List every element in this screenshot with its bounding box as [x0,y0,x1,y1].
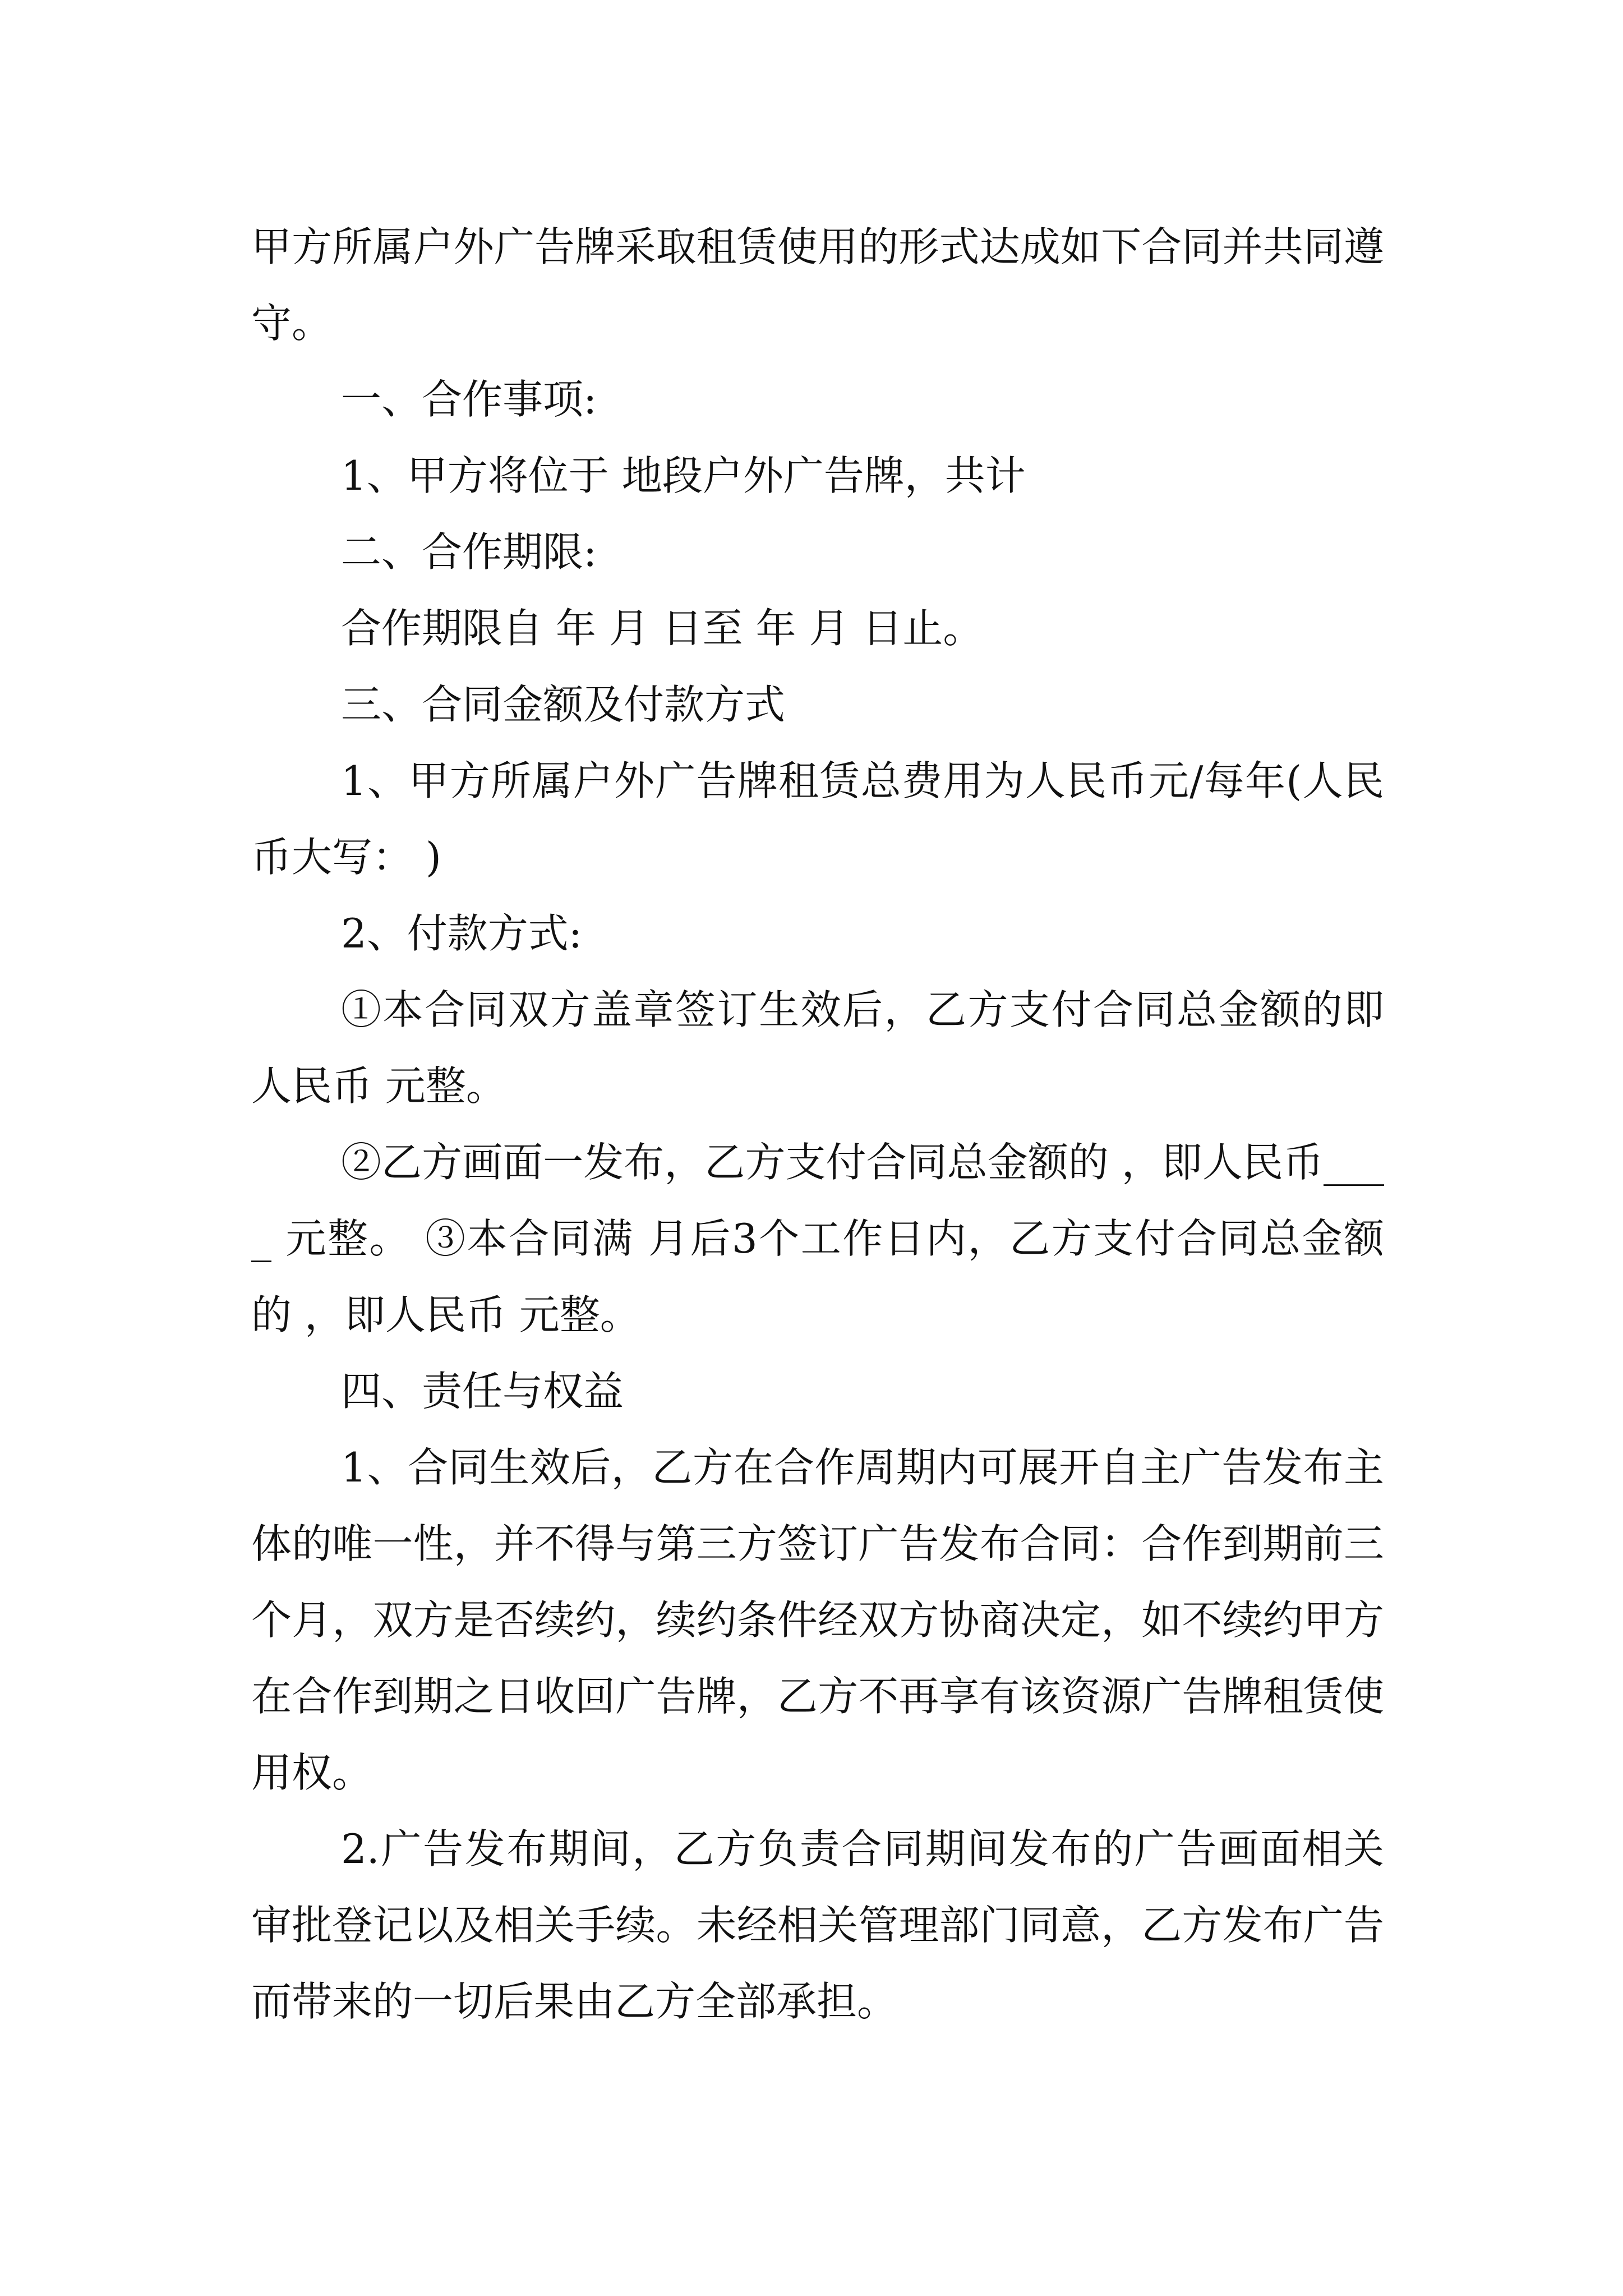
clause-responsibility-2: 2.广告发布期间，乙方负责合同期间发布的广告画面相关审批登记以及相关手续。未经相关管理部门同意，乙方发布广告而带来的一切后果由乙方全部承担。 [251,1825,1384,2025]
clause-total-fee: 1、甲方所属户外广告牌租赁总费用为人民币元/每年(人民币大写： ) [251,757,1384,881]
clause-payment-first: ①本合同双方盖章签订生效后，乙方支付合同总金额的即人民币 元整。 [251,986,1384,1110]
document-body [251,209,1384,2040]
heading-payment-method: 2、付款方式: [341,910,583,957]
paragraph-intro: 甲方所属户外广告牌采取租赁使用的形式达成如下合同并共同遵守。 [251,223,1384,347]
clause-billboard-location: 1、甲方将位于 地段户外广告牌，共计 [341,452,1026,499]
heading-responsibilities: 四、责任与权益 [341,1368,624,1415]
heading-cooperation-items: 一、合作事项: [341,376,597,423]
heading-cooperation-term: 二、合作期限: [341,528,597,576]
clause-payment-second-third: ②乙方画面一发布，乙方支付合同总金额的 ，即人民币___ _ 元整。 ③本合同满 月后3个工作日内，乙方支付合同总金额的 ，即人民币 元整。 [251,1139,1384,1338]
clause-responsibility-1: 1、合同生效后，乙方在合作周期内可展开自主广告发布主体的唯一性，并不得与第三方签订广告发布合同：合作到期前三个月，双方是否续约，续约条件经双方协商决定，如不续约甲方在合作到期之日收回广告牌，乙方不再享有该资源广告牌租赁使用权。 [251,1444,1384,1796]
heading-amount-and-payment: 三、合同金额及付款方式 [341,681,786,728]
clause-term-dates: 合作期限自 年 月 日至 年 月 日止。 [341,605,984,652]
